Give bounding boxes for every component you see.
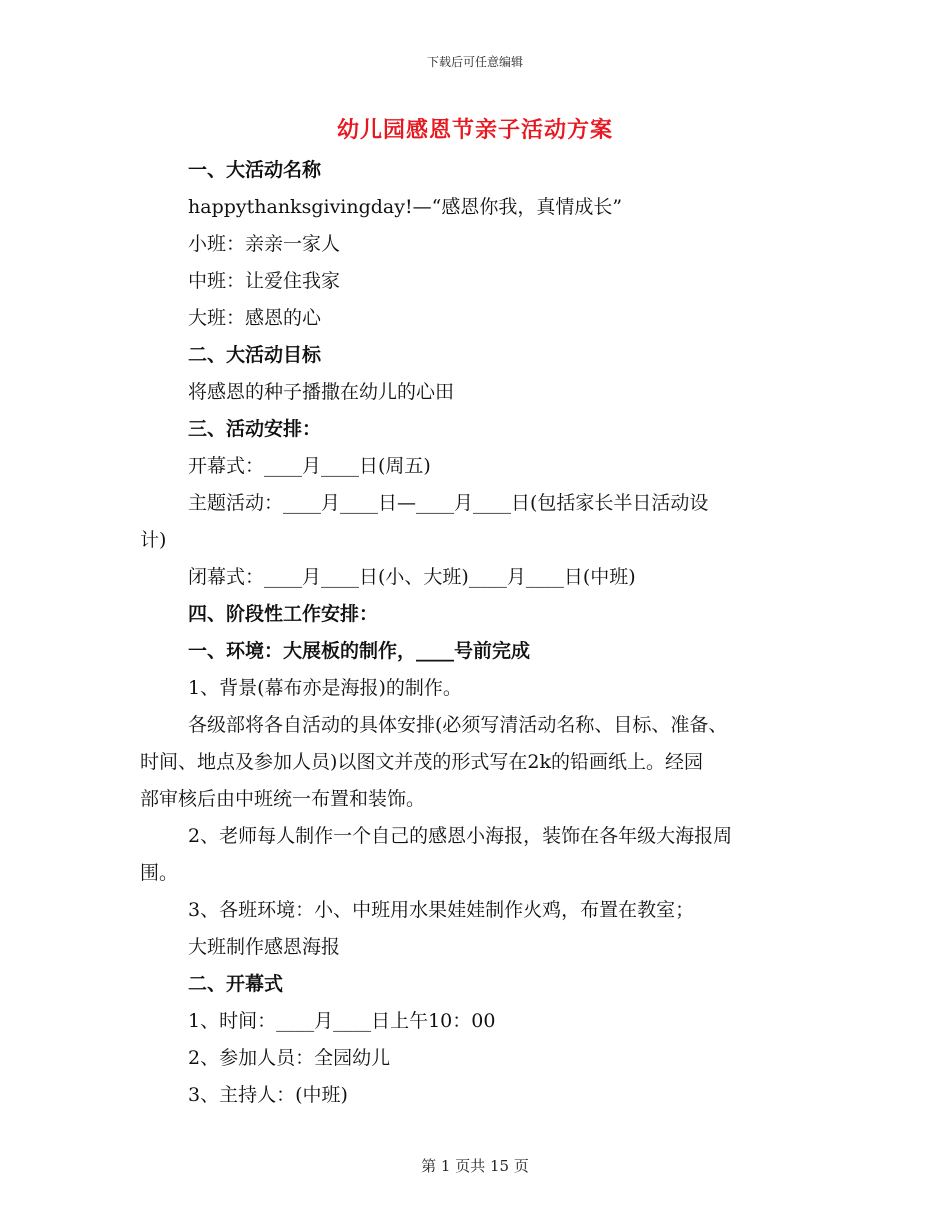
- paragraph-line: 2、参加人员：全园幼儿: [188, 1047, 391, 1069]
- subsection-heading-environment: 一、环境：大展板的制作，____号前完成: [188, 640, 531, 662]
- paragraph-line: 计): [140, 529, 167, 551]
- paragraph-line: 开幕式：____月____日(周五): [188, 455, 431, 477]
- section-heading-name: 一、大活动名称: [188, 159, 322, 181]
- paragraph-line: 围。: [140, 862, 179, 884]
- paragraph-line: 2、老师每人制作一个自己的感恩小海报，装饰在各年级大海报周: [188, 825, 733, 847]
- page-footer: 第 1 页共 15 页: [421, 1157, 529, 1175]
- paragraph-line: 闭幕式：____月____日(小、大班)____月____日(中班): [188, 566, 636, 588]
- paragraph-line: 主题活动：____月____日—____月____日(包括家长半日活动设: [188, 492, 709, 514]
- paragraph-line: 时间、地点及参加人员)以图文并茂的形式写在2k的铅画纸上。经园: [140, 751, 704, 773]
- page-header: 下载后可任意编辑: [426, 55, 523, 69]
- paragraph-line: 小班：亲亲一家人: [188, 233, 341, 255]
- document-title: 幼儿园感恩节亲子活动方案: [336, 117, 613, 143]
- section-heading-goal: 二、大活动目标: [188, 344, 322, 366]
- paragraph-line: 中班：让爱住我家: [188, 270, 341, 292]
- paragraph-line: 3、各班环境：小、中班用水果娃娃制作火鸡，布置在教室；: [188, 899, 695, 921]
- paragraph-line: 大班制作感恩海报: [188, 936, 341, 958]
- section-heading-phases: 四、阶段性工作安排：: [188, 603, 379, 625]
- paragraph-line: 将感恩的种子播撒在幼儿的心田: [188, 381, 455, 403]
- paragraph-line: 1、时间：____月____日上午10：00: [188, 1010, 496, 1032]
- section-heading-schedule: 三、活动安排：: [188, 418, 322, 440]
- subsection-heading-opening: 二、开幕式: [188, 973, 284, 995]
- document-body: [140, 152, 820, 1114]
- paragraph-line: 3、主持人：(中班): [188, 1084, 348, 1106]
- paragraph-line: 1、背景(幕布亦是海报)的制作。: [188, 677, 462, 699]
- paragraph-line: 各级部将各自活动的具体安排(必须写清活动名称、目标、准备、: [188, 714, 728, 736]
- paragraph-line: happythanksgivingday!—“感恩你我，真情成长”: [188, 196, 623, 218]
- paragraph-line: 部审核后由中班统一布置和装饰。: [140, 788, 426, 810]
- paragraph-line: 大班：感恩的心: [188, 307, 322, 329]
